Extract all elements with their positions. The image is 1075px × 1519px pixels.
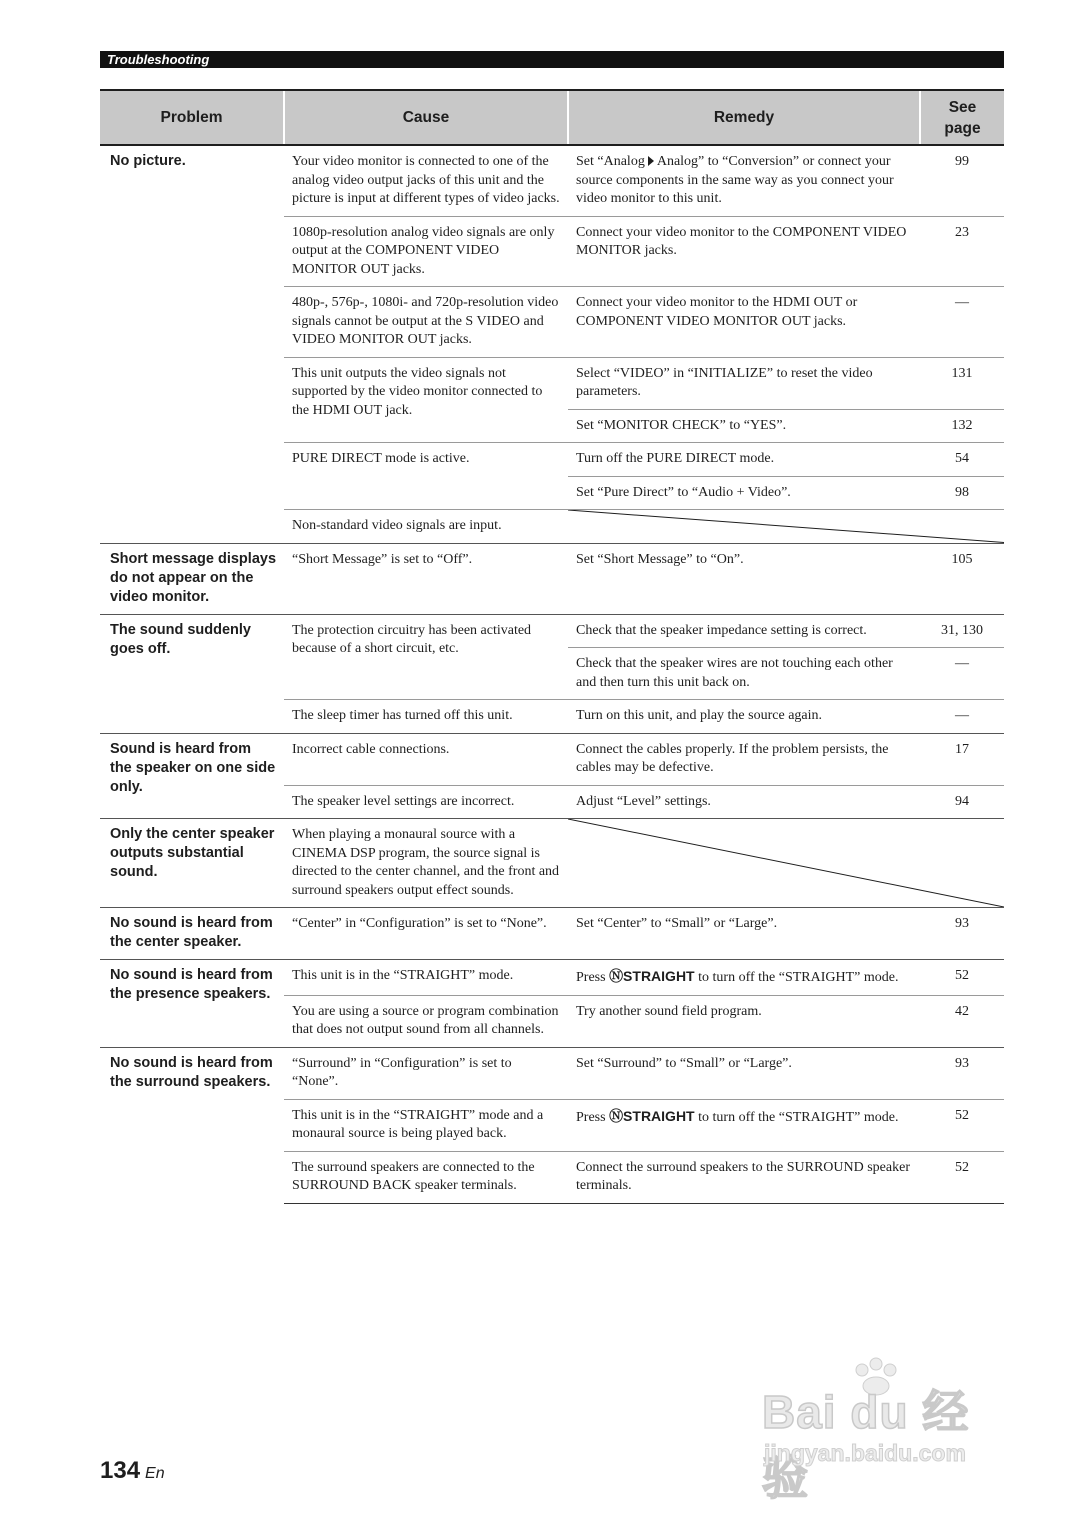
watermark-brand: Bai du 经验	[762, 1386, 970, 1504]
problem-cell: No sound is heard from the center speaker.	[100, 908, 284, 960]
remedy-cell: Check that the speaker impedance setting is correct.	[568, 614, 920, 648]
page-cell: 105	[920, 543, 1004, 614]
page-cell: 17	[920, 733, 1004, 785]
page-cell: 99	[920, 145, 1004, 216]
page-cell: 132	[920, 409, 1004, 443]
table-row	[100, 908, 1004, 960]
not-applicable-cell	[568, 819, 1004, 908]
problem-cell: Short message displays do not appear on the video monitor.	[100, 543, 284, 614]
baidu-watermark	[762, 1360, 1012, 1504]
table-row	[100, 819, 1004, 908]
remedy-cell: Turn off the PURE DIRECT mode.	[568, 443, 920, 477]
cause-cell: 1080p-resolution analog video signals are only output at the COMPONENT VIDEO MONITOR OUT jacks.	[284, 216, 568, 287]
page-cell: 23	[920, 216, 1004, 287]
table-row	[100, 614, 1004, 648]
page-number: 134 En	[100, 1457, 165, 1484]
troubleshooting-table	[100, 89, 1004, 1204]
cause-cell: This unit is in the “STRAIGHT” mode and a monaural source is being played back.	[284, 1099, 568, 1151]
section-title: Troubleshooting	[107, 52, 210, 67]
remedy-cell: Turn on this unit, and play the source again.	[568, 700, 920, 734]
cause-cell: “Center” in “Configuration” is set to “None”.	[284, 908, 568, 960]
cause-cell: Your video monitor is connected to one of the analog video output jacks of this unit and the picture is input at different types of video jacks.	[284, 145, 568, 216]
problem-cell: The sound suddenly goes off.	[100, 614, 284, 733]
cause-cell: This unit is in the “STRAIGHT” mode.	[284, 960, 568, 996]
diagonal-line	[568, 819, 1004, 907]
table-row	[100, 145, 1004, 216]
table-row	[100, 960, 1004, 996]
problem-cell: No picture.	[100, 145, 284, 543]
right-arrow-icon	[648, 156, 654, 166]
header-problem: Problem	[100, 90, 284, 145]
header-remedy: Remedy	[568, 90, 920, 145]
remedy-cell: Set “Center” to “Small” or “Large”.	[568, 908, 920, 960]
header-cause: Cause	[284, 90, 568, 145]
remedy-cell: Set “Analog Analog” to “Conversion” or connect your source components in the same way as you connect your video monitor to this unit.	[568, 145, 920, 216]
page-cell: 93	[920, 908, 1004, 960]
remedy-cell: Press ⓃSTRAIGHT to turn off the “STRAIGHT” mode.	[568, 960, 920, 996]
remedy-cell: Set “Surround” to “Small” or “Large”.	[568, 1047, 920, 1099]
page-cell: 52	[920, 960, 1004, 996]
remedy-cell: Connect the surround speakers to the SURROUND speaker terminals.	[568, 1151, 920, 1203]
page-cell: —	[920, 648, 1004, 700]
remedy-cell: Select “VIDEO” in “INITIALIZE” to reset the video parameters.	[568, 357, 920, 409]
page-cell: 42	[920, 995, 1004, 1047]
remedy-cell: Connect your video monitor to the HDMI OUT or COMPONENT VIDEO MONITOR OUT jacks.	[568, 287, 920, 358]
remedy-cell: Set “Short Message” to “On”.	[568, 543, 920, 614]
page-cell: 98	[920, 476, 1004, 510]
page-cell: —	[920, 700, 1004, 734]
cause-cell: The speaker level settings are incorrect.	[284, 785, 568, 819]
cause-cell: When playing a monaural source with a CINEMA DSP program, the source signal is directed to the center channel, and the front and surround speakers output effect sounds.	[284, 819, 568, 908]
diagonal-line	[568, 510, 1004, 543]
table-header-row	[100, 90, 1004, 145]
problem-cell: Sound is heard from the speaker on one side only.	[100, 733, 284, 819]
page-cell: —	[920, 287, 1004, 358]
page-cell: 54	[920, 443, 1004, 477]
page-cell: 31, 130	[920, 614, 1004, 648]
cause-cell: You are using a source or program combination that does not output sound from all channels.	[284, 995, 568, 1047]
cause-cell: “Short Message” is set to “Off”.	[284, 543, 568, 614]
cause-cell: “Surround” in “Configuration” is set to “None”.	[284, 1047, 568, 1099]
problem-cell: Only the center speaker outputs substantial sound.	[100, 819, 284, 908]
cause-cell: Non-standard video signals are input.	[284, 510, 568, 544]
straight-key-label: ⓃSTRAIGHT	[609, 968, 695, 984]
table-row	[100, 1047, 1004, 1099]
not-applicable-cell	[568, 510, 1004, 544]
cause-cell: The protection circuitry has been activated because of a short circuit, etc.	[284, 614, 568, 700]
remedy-cell: Adjust “Level” settings.	[568, 785, 920, 819]
problem-cell: No sound is heard from the surround speakers.	[100, 1047, 284, 1203]
cause-cell: Incorrect cable connections.	[284, 733, 568, 785]
remedy-cell: Connect your video monitor to the COMPONENT VIDEO MONITOR jacks.	[568, 216, 920, 287]
watermark-url: jingyan.baidu.com	[764, 1440, 966, 1466]
page-cell: 52	[920, 1099, 1004, 1151]
page-cell: 93	[920, 1047, 1004, 1099]
cause-cell: This unit outputs the video signals not supported by the video monitor connected to the HDMI OUT jack.	[284, 357, 568, 443]
remedy-cell: Set “Pure Direct” to “Audio + Video”.	[568, 476, 920, 510]
remedy-cell: Try another sound field program.	[568, 995, 920, 1047]
header-see-page: See page	[920, 90, 1004, 145]
straight-key-label: ⓃSTRAIGHT	[609, 1107, 695, 1124]
remedy-cell: Press ⓃSTRAIGHT to turn off the “STRAIGHT” mode.	[568, 1099, 920, 1151]
cause-cell: The surround speakers are connected to the SURROUND BACK speaker terminals.	[284, 1151, 568, 1203]
page-cell: 94	[920, 785, 1004, 819]
cause-cell: The sleep timer has turned off this unit.	[284, 700, 568, 734]
page-cell: 52	[920, 1151, 1004, 1203]
cause-cell: 480p-, 576p-, 1080i- and 720p-resolution video signals cannot be output at the S VIDEO and VIDEO MONITOR OUT jacks.	[284, 287, 568, 358]
problem-cell: No sound is heard from the presence speakers.	[100, 960, 284, 1048]
remedy-cell: Connect the cables properly. If the problem persists, the cables may be defective.	[568, 733, 920, 785]
table-row	[100, 543, 1004, 614]
cause-cell: PURE DIRECT mode is active.	[284, 443, 568, 510]
table-row	[100, 733, 1004, 785]
remedy-cell: Check that the speaker wires are not touching each other and then turn this unit back on.	[568, 648, 920, 700]
section-header-bar	[100, 51, 1004, 68]
page-cell: 131	[920, 357, 1004, 409]
remedy-cell: Set “MONITOR CHECK” to “YES”.	[568, 409, 920, 443]
